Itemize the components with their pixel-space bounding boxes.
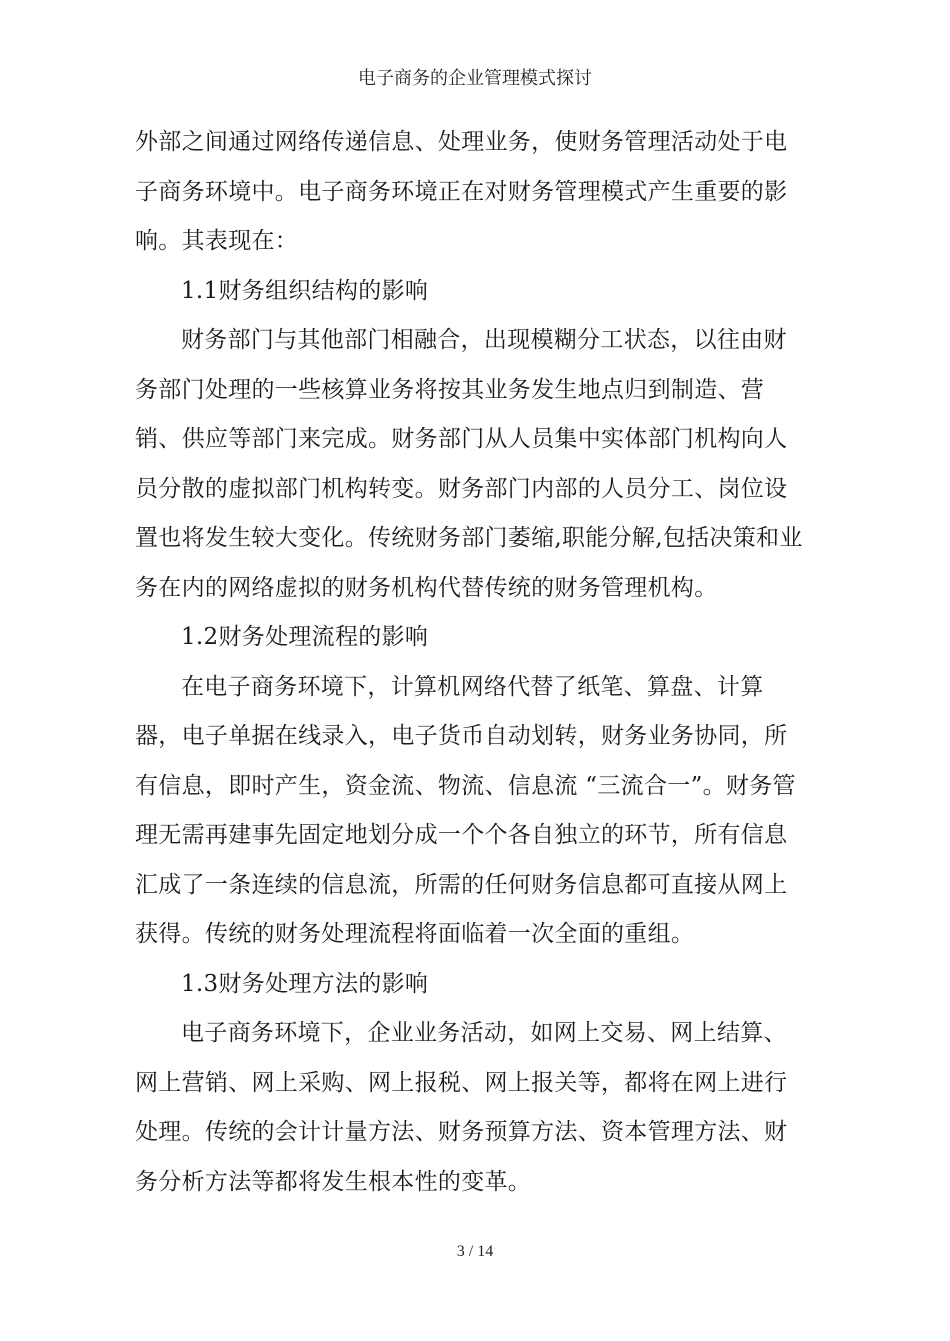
section-heading-1-2: 1.2财务处理流程的影响	[181, 624, 429, 650]
paragraph-intro: 外部之间通过网络传递信息、处理业务，使财务管理活动处于电子商务环境中。电子商务环境正在对财务管理模式产生重要的影响。其表现在：	[135, 129, 788, 254]
section-heading-1-3: 1.3财务处理方法的影响	[181, 970, 429, 997]
section-heading-1-1: 1.1财务组织结构的影响	[181, 277, 429, 304]
page-number: 3 / 14	[456, 1243, 494, 1260]
document-body	[135, 118, 805, 1207]
paragraph-process: 在电子商务环境下，计算机网络代替了纸笔、算盘、计算器，电子单据在线录入，电子货币自动划转，财务业务协同，所有信息，即时产生，资金流、物流、信息流 “三流合一”。财务管理无需再建事先固定地划分成一个个各自独立的环节，所有信息汇成了一条连续的信息流，所需的任何财务信息都可直接从网上获得。传统的财务处理流程将面临着一次全面的重组。	[135, 673, 796, 947]
paragraph-methods: 电子商务环境下，企业业务活动，如网上交易、网上结算、网上营销、网上采购、网上报税、网上报关等，都将在网上进行处理。传统的会计计量方法、财务预算方法、资本管理方法、财务分析方法等都将发生根本性的变革。	[135, 1020, 788, 1195]
running-header: 电子商务的企业管理模式探讨	[358, 68, 592, 89]
paragraph-organization: 财务部门与其他部门相融合，出现模糊分工状态，以往由财务部门处理的一些核算业务将按其业务发生地点归到制造、营销、供应等部门来完成。财务部门从人员集中实体部门机构向人员分散的虚拟部门机构转变。财务部门内部的人员分工、岗位设置也将发生较大变化。传统财务部门萎缩,职能分解,包括决策和业务在内的网络虚拟的财务机构代替传统的财务管理机构。	[135, 327, 803, 601]
